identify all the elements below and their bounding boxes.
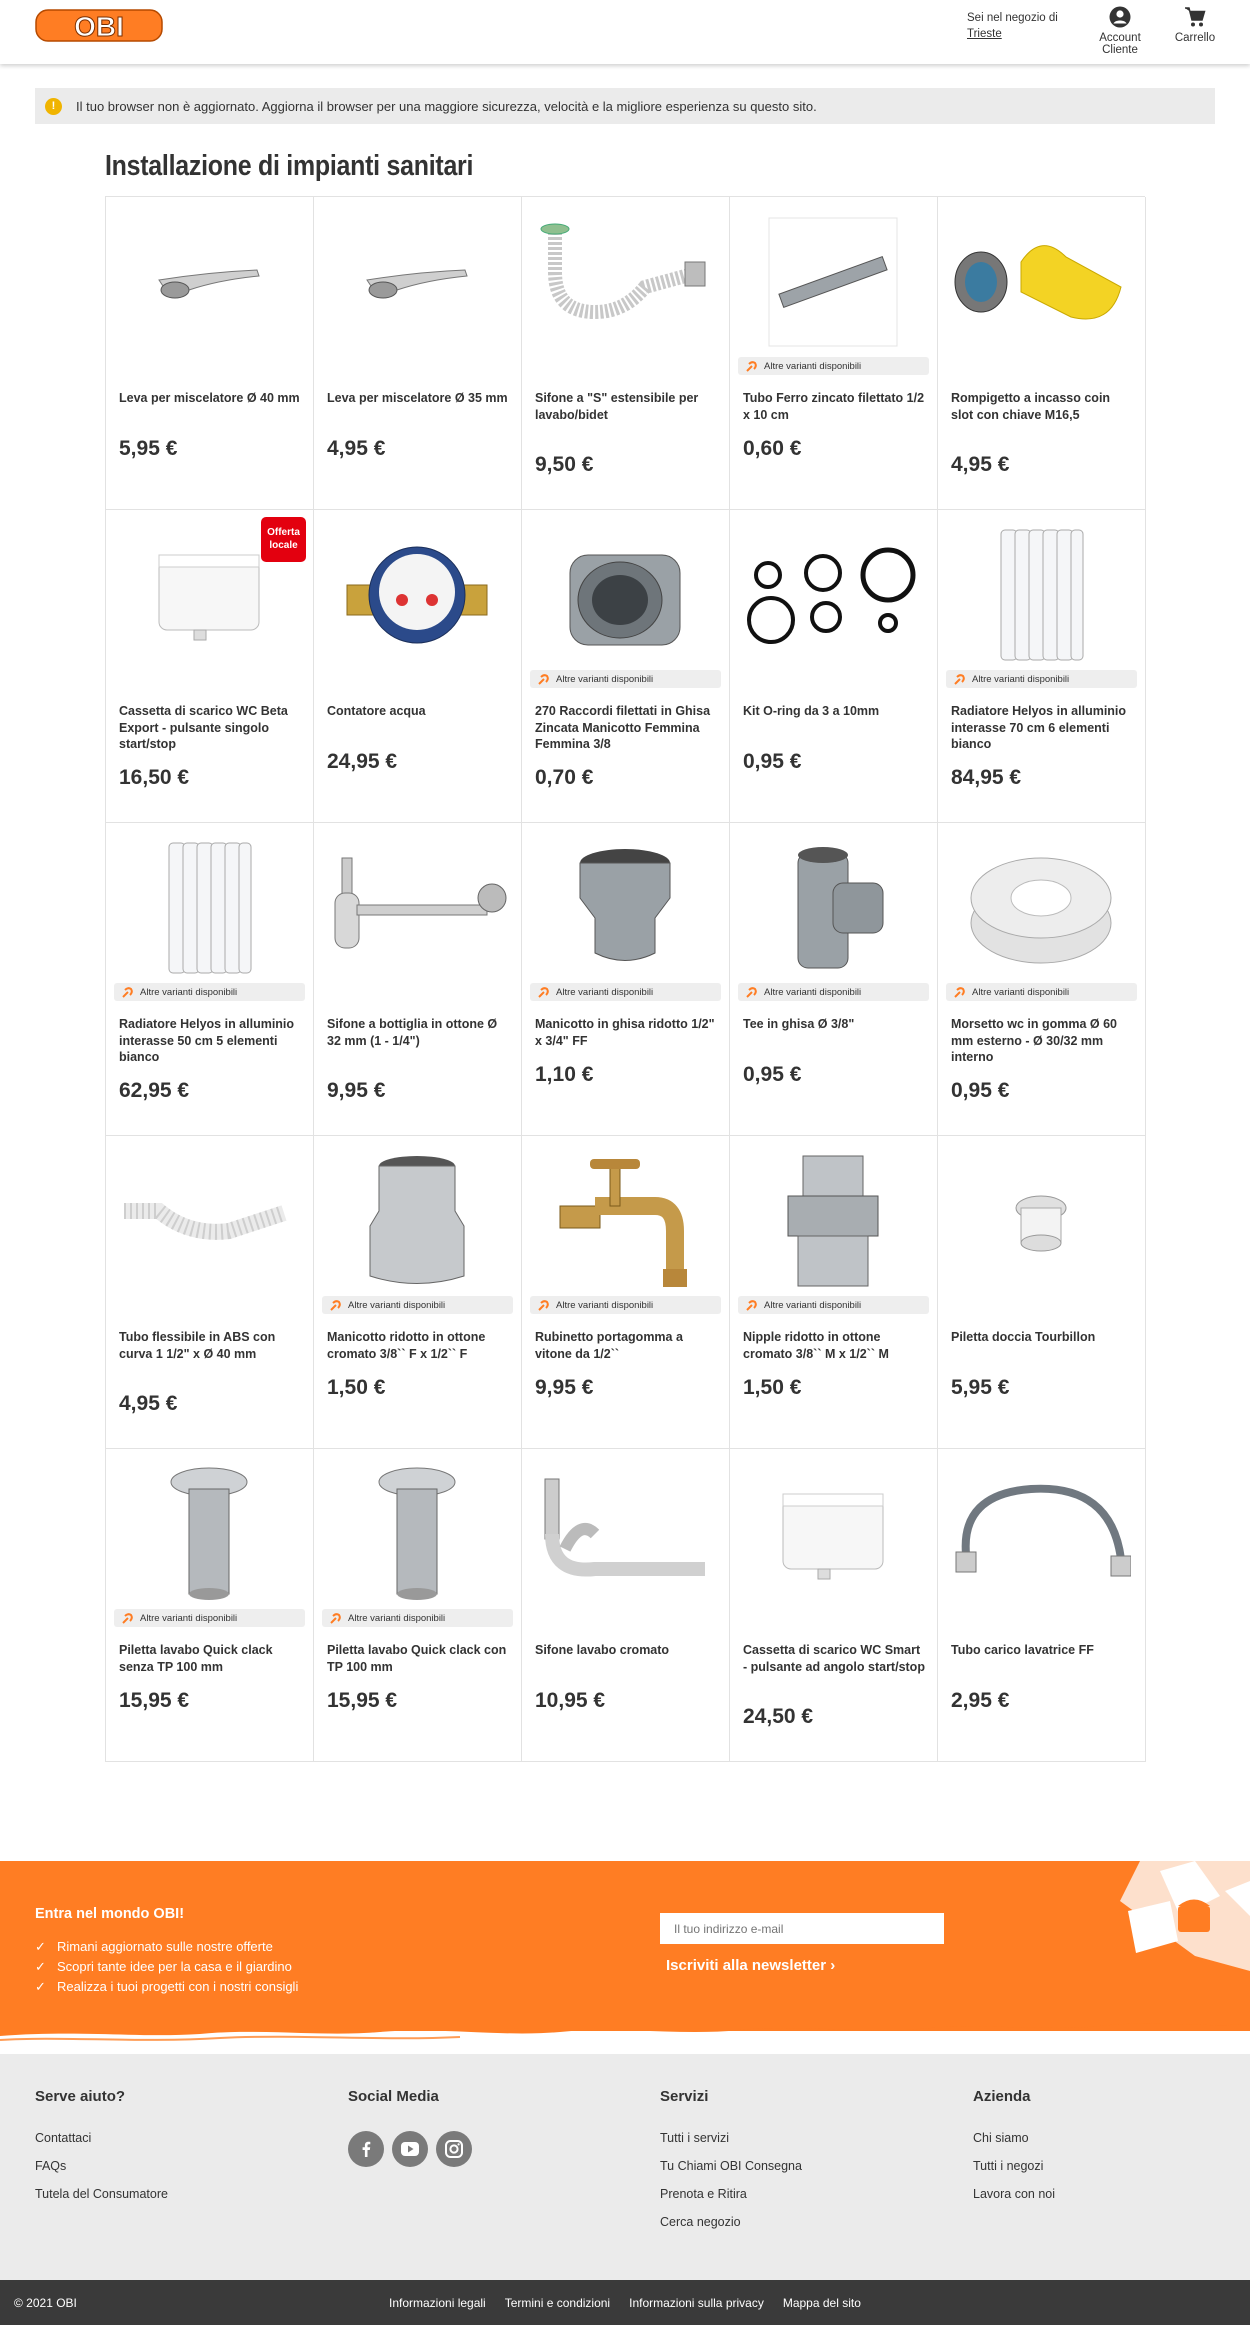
product-card[interactable]	[938, 197, 1146, 510]
product-card[interactable]	[314, 823, 522, 1136]
newsletter-subscribe-link[interactable]: Iscriviti alla newsletter ›	[666, 1957, 836, 1974]
variants-tag	[530, 1296, 721, 1314]
product-name[interactable]: Contatore acqua	[327, 704, 426, 718]
facebook-icon[interactable]	[348, 2131, 384, 2167]
cart-icon	[1184, 6, 1206, 28]
product-price: 84,95 €	[951, 766, 1022, 789]
footer-link-tutti-servizi[interactable]: Tutti i servizi	[660, 2131, 729, 2145]
product-name[interactable]: Manicotto in ghisa ridotto 1/2" x 3/4" FF	[535, 1017, 715, 1048]
variants-tag	[322, 1609, 513, 1627]
variants-icon	[954, 986, 966, 998]
product-name[interactable]: Cassetta di scarico WC Beta Export - pulsante singolo start/stop	[119, 704, 288, 751]
variants-icon	[330, 1612, 342, 1624]
cistern-image[interactable]	[740, 1459, 926, 1609]
product-name[interactable]: Piletta doccia Tourbillon	[951, 1330, 1096, 1344]
socket-fitting-image[interactable]	[532, 520, 718, 670]
product-card[interactable]	[730, 197, 938, 510]
footer-link-prenota[interactable]: Prenota e Ritira	[660, 2187, 747, 2201]
variants-label: Altre varianti disponibili	[556, 673, 654, 685]
footer-social-column	[348, 2088, 472, 2167]
tee-image[interactable]	[740, 833, 926, 983]
shower-drain-image[interactable]	[948, 1146, 1134, 1296]
product-price: 5,95 €	[951, 1376, 1010, 1399]
product-price: 15,95 €	[327, 1689, 398, 1712]
newsletter-section	[0, 1861, 1250, 2031]
product-name[interactable]: Tee in ghisa Ø 3/8"	[743, 1017, 855, 1031]
variants-icon	[746, 1299, 758, 1311]
product-price: 0,70 €	[535, 766, 594, 789]
legal-link-privacy[interactable]: Informazioni sulla privacy	[629, 2296, 764, 2310]
variants-label: Altre varianti disponibili	[764, 360, 862, 372]
warning-icon: !	[45, 98, 62, 115]
product-name[interactable]: Manicotto ridotto in ottone cromato 3/8`` F x 1/2`` F	[327, 1330, 486, 1361]
footer-link-chi-siamo[interactable]: Chi siamo	[973, 2131, 1029, 2145]
legal-link-termini[interactable]: Termini e condizioni	[504, 2296, 611, 2310]
footer-services-title: Servizi	[660, 2088, 709, 2105]
variants-label: Altre varianti disponibili	[140, 986, 238, 998]
user-icon	[1109, 6, 1131, 28]
variants-tag	[738, 1296, 929, 1314]
nipple-image[interactable]	[740, 1146, 926, 1296]
product-price: 0,95 €	[743, 1063, 802, 1086]
product-price: 9,95 €	[535, 1376, 594, 1399]
product-card[interactable]	[730, 1449, 938, 1762]
brush-edge-divider	[0, 2010, 1250, 2056]
product-card[interactable]	[938, 1136, 1146, 1449]
product-name[interactable]: Rubinetto portagomma a vitone da 1/2``	[535, 1330, 683, 1361]
product-name[interactable]: 270 Raccordi filettati in Ghisa Zincata Manicotto Femmina Femmina 3/8	[535, 704, 711, 751]
variants-label: Altre varianti disponibili	[140, 1612, 238, 1624]
site-header	[0, 0, 1250, 64]
product-price: 4,95 €	[951, 453, 1010, 476]
product-price: 0,95 €	[743, 750, 802, 773]
product-price: 1,50 €	[743, 1376, 802, 1399]
newsletter-benefit: ✓ Rimani aggiornato sulle nostre offerte	[35, 1937, 298, 1957]
lever-handle-image[interactable]	[324, 207, 510, 357]
newsletter-benefit: ✓ Scopri tante idee per la casa e il giardino	[35, 1957, 298, 1977]
product-name[interactable]: Cassetta di scarico WC Smart - pulsante ad angolo start/stop	[743, 1643, 925, 1674]
product-card[interactable]	[730, 1136, 938, 1449]
instagram-icon[interactable]	[436, 2131, 472, 2167]
product-name[interactable]: Radiatore Helyos in alluminio interasse 50 cm 5 elementi bianco	[119, 1017, 295, 1064]
variants-icon	[746, 986, 758, 998]
rubber-seal-image[interactable]	[948, 833, 1134, 983]
product-name[interactable]: Piletta lavabo Quick clack con TP 100 mm	[327, 1643, 507, 1674]
product-card[interactable]	[938, 510, 1146, 823]
product-card[interactable]	[522, 823, 730, 1136]
chrome-reducer-image[interactable]	[324, 1146, 510, 1296]
product-name[interactable]: Morsetto wc in gomma Ø 60 mm esterno - Ø 30/32 mm interno	[951, 1017, 1118, 1064]
cart-button[interactable]	[1170, 6, 1220, 44]
flex-hose-image[interactable]	[116, 1146, 302, 1296]
variants-tag	[946, 670, 1137, 688]
product-name[interactable]: Tubo carico lavatrice FF	[951, 1643, 1094, 1657]
product-price: 1,50 €	[327, 1376, 386, 1399]
water-meter-image[interactable]	[324, 520, 510, 670]
footer-social-title: Social Media	[348, 2088, 439, 2105]
legal-link-informazioni[interactable]: Informazioni legali	[389, 2296, 486, 2310]
product-name[interactable]: Rompigetto a incasso coin slot con chiave M16,5	[951, 391, 1111, 422]
product-card[interactable]	[106, 1136, 314, 1449]
product-card[interactable]	[106, 197, 314, 510]
product-name[interactable]: Leva per miscelatore Ø 40 mm	[119, 391, 300, 405]
variants-label: Altre varianti disponibili	[764, 986, 862, 998]
bottom-bar	[0, 2280, 1250, 2325]
variants-label: Altre varianti disponibili	[348, 1299, 446, 1311]
variants-icon	[122, 1612, 134, 1624]
product-card[interactable]	[314, 197, 522, 510]
newsletter-email-input[interactable]	[660, 1913, 944, 1944]
footer-link-contattaci[interactable]: Contattaci	[35, 2131, 92, 2145]
variants-icon	[538, 1299, 550, 1311]
product-card[interactable]	[314, 1136, 522, 1449]
product-price: 2,95 €	[951, 1689, 1010, 1712]
product-name[interactable]: Tubo Ferro zincato filettato 1/2 x 10 cm	[743, 391, 925, 422]
product-price: 9,50 €	[535, 453, 594, 476]
product-card[interactable]	[106, 1449, 314, 1762]
variants-tag	[946, 983, 1137, 1001]
basin-waste-image[interactable]	[324, 1459, 510, 1609]
offer-badge: Offerta locale	[261, 517, 306, 562]
site-footer	[0, 2054, 1250, 2280]
product-name[interactable]: Sifone lavabo cromato	[535, 1643, 670, 1657]
product-name[interactable]: Sifone a "S" estensibile per lavabo/bidet	[535, 391, 699, 422]
copyright: © 2021 OBI	[14, 2296, 77, 2310]
product-card[interactable]	[730, 823, 938, 1136]
product-grid	[105, 196, 1145, 1762]
cart-label: Carrello	[1174, 32, 1216, 44]
variants-icon	[538, 986, 550, 998]
product-price: 5,95 €	[119, 437, 178, 460]
variants-icon	[330, 1299, 342, 1311]
pipe-image[interactable]	[740, 207, 926, 357]
variants-tag	[114, 983, 305, 1001]
product-card[interactable]	[106, 510, 314, 823]
newsletter-envelope-illustration	[1100, 1861, 1250, 1971]
variants-tag	[530, 670, 721, 688]
newsletter-benefit: ✓ Realizza i tuoi progetti con i nostri consigli	[35, 1977, 298, 1997]
browser-warning-text: Il tuo browser non è aggiornato. Aggiorna il browser per una maggiore sicurezza, velocità e la migliore esperienza su questo sito.	[76, 98, 817, 114]
store-selector[interactable]	[967, 10, 1058, 42]
newsletter-title: Entra nel mondo OBI!	[35, 1906, 185, 1922]
radiator-image[interactable]	[116, 833, 302, 983]
variants-icon	[122, 986, 134, 998]
variants-label: Altre varianti disponibili	[764, 1299, 862, 1311]
footer-link-negozi[interactable]: Tutti i negozi	[973, 2159, 1044, 2173]
product-name[interactable]: Sifone a bottiglia in ottone Ø 32 mm (1 - 1/4")	[327, 1017, 498, 1048]
svg-text:OBI: OBI	[74, 11, 124, 42]
chrome-siphon-image[interactable]	[532, 1459, 718, 1609]
legal-links	[389, 2296, 861, 2310]
product-name[interactable]: Tubo flessibile in ABS con curva 1 1/2" x Ø 40 mm	[119, 1330, 276, 1361]
footer-company-title: Azienda	[973, 2088, 1031, 2105]
variants-icon	[538, 673, 550, 685]
product-price: 24,95 €	[327, 750, 398, 773]
variants-label: Altre varianti disponibili	[556, 1299, 654, 1311]
product-card[interactable]	[938, 1449, 1146, 1762]
product-name[interactable]: Kit O-ring da 3 a 10mm	[743, 704, 880, 718]
account-label: Account Cliente	[1099, 32, 1141, 56]
product-price: 15,95 €	[119, 1689, 190, 1712]
product-name[interactable]: Nipple ridotto in ottone cromato 3/8`` M x 1/2`` M	[743, 1330, 889, 1361]
variants-tag	[322, 1296, 513, 1314]
browser-warning-banner	[35, 88, 1215, 124]
product-price: 9,95 €	[327, 1079, 386, 1102]
footer-help-column	[35, 2088, 168, 2215]
product-card[interactable]	[314, 1449, 522, 1762]
product-price: 10,95 €	[535, 1689, 606, 1712]
variants-tag	[530, 983, 721, 1001]
product-name[interactable]: Piletta lavabo Quick clack senza TP 100 mm	[119, 1643, 273, 1674]
bottle-siphon-image[interactable]	[324, 833, 510, 983]
reducer-image[interactable]	[532, 833, 718, 983]
product-name[interactable]: Radiatore Helyos in alluminio interasse 70 cm 6 elementi bianco	[951, 704, 1127, 751]
variants-tag	[738, 983, 929, 1001]
product-price: 1,10 €	[535, 1063, 594, 1086]
brass-tap-image[interactable]	[532, 1146, 718, 1296]
product-card[interactable]	[522, 510, 730, 823]
basin-waste-image[interactable]	[116, 1459, 302, 1609]
footer-services-column	[660, 2088, 802, 2243]
product-price: 4,95 €	[119, 1392, 178, 1415]
s-siphon-image[interactable]	[532, 207, 718, 357]
variants-label: Altre varianti disponibili	[972, 673, 1070, 685]
product-card[interactable]	[730, 510, 938, 823]
washer-hose-image[interactable]	[948, 1459, 1134, 1609]
variants-label: Altre varianti disponibili	[556, 986, 654, 998]
footer-link-tutela[interactable]: Tutela del Consumatore	[35, 2187, 168, 2201]
variants-label: Altre varianti disponibili	[348, 1612, 446, 1624]
product-price: 62,95 €	[119, 1079, 190, 1102]
store-city-link[interactable]: Trieste	[967, 28, 1002, 40]
product-price: 24,50 €	[743, 1705, 814, 1728]
variants-tag	[114, 1609, 305, 1627]
o-ring-image[interactable]	[740, 520, 926, 670]
footer-help-title: Serve aiuto?	[35, 2088, 126, 2105]
footer-link-consegna[interactable]: Tu Chiami OBI Consegna	[660, 2159, 802, 2173]
product-price: 0,95 €	[951, 1079, 1010, 1102]
variants-icon	[954, 673, 966, 685]
product-price: 4,95 €	[327, 437, 386, 460]
product-card[interactable]	[522, 1449, 730, 1762]
product-name[interactable]: Leva per miscelatore Ø 35 mm	[327, 391, 508, 405]
product-card[interactable]	[314, 510, 522, 823]
aerator-key-image[interactable]	[948, 207, 1134, 357]
variants-tag	[738, 357, 929, 375]
variants-label: Altre varianti disponibili	[972, 986, 1070, 998]
variants-icon	[746, 360, 758, 372]
footer-link-lavora[interactable]: Lavora con noi	[973, 2187, 1056, 2201]
youtube-icon[interactable]	[392, 2131, 428, 2167]
store-label: Sei nel negozio di	[967, 12, 1058, 24]
footer-company-column	[973, 2088, 1055, 2215]
product-card[interactable]	[938, 823, 1146, 1136]
account-button[interactable]	[1080, 6, 1160, 56]
product-price: 16,50 €	[119, 766, 190, 789]
footer-link-cerca-negozio[interactable]: Cerca negozio	[660, 2215, 741, 2229]
radiator-image[interactable]	[948, 520, 1134, 670]
product-price: 0,60 €	[743, 437, 802, 460]
obi-logo[interactable]	[35, 9, 163, 42]
product-card[interactable]	[522, 197, 730, 510]
newsletter-benefits	[35, 1937, 298, 1997]
footer-link-faqs[interactable]: FAQs	[35, 2159, 67, 2173]
lever-handle-image[interactable]	[116, 207, 302, 357]
page-title: Installazione di impianti sanitari	[105, 150, 474, 182]
product-card[interactable]	[522, 1136, 730, 1449]
product-card[interactable]	[106, 823, 314, 1136]
legal-link-mappa[interactable]: Mappa del sito	[782, 2296, 861, 2310]
